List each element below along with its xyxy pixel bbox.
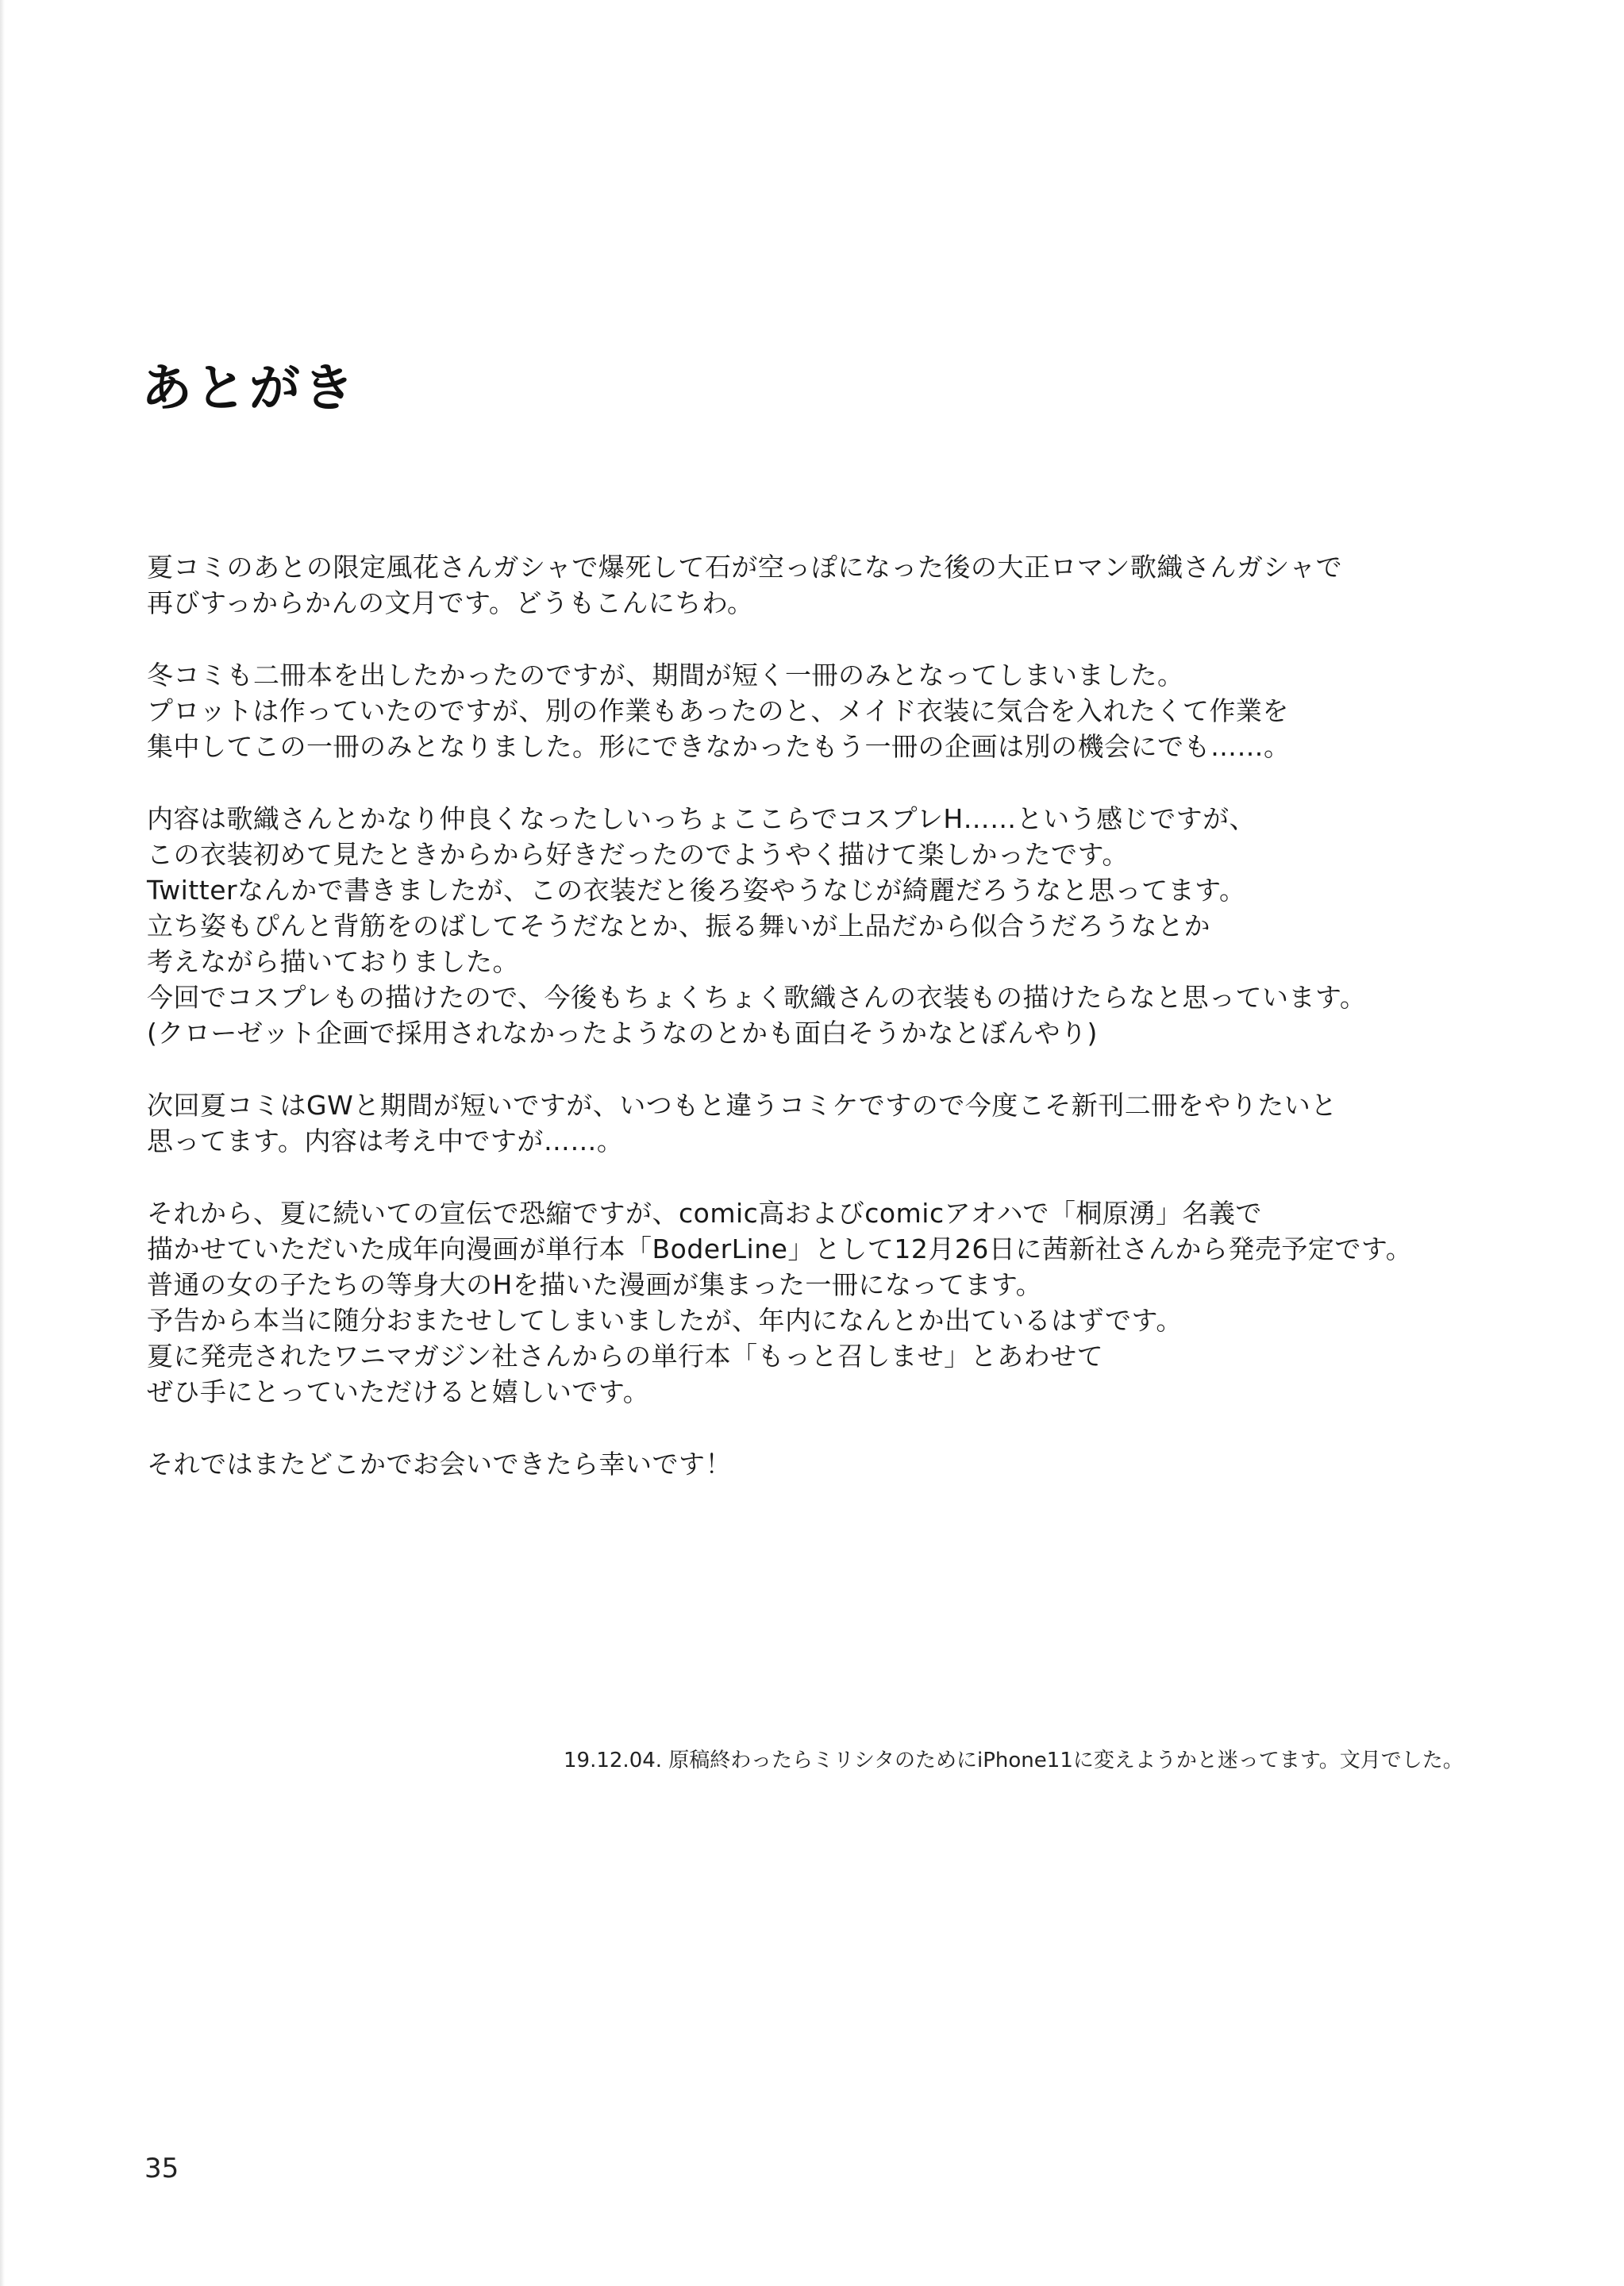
text-line: 再びすっからかんの文月です。どうもこんにちわ。 <box>147 587 754 618</box>
text-line: 普通の女の子たちの等身大のHを描いた漫画が集まった一冊になってます。 <box>147 1269 1043 1300</box>
text-line: 描かせていただいた成年向漫画が単行本「BoderLine」として12月26日に茜新社さんから発売予定です。 <box>147 1233 1413 1264</box>
paragraph-5 <box>147 1195 1480 1410</box>
afterword-body <box>147 549 1480 1518</box>
page-title: あとがき <box>141 360 357 418</box>
page-edge-shadow <box>0 0 5 2286</box>
text-line: 今回でコスプレもの描けたので、今後もちょくちょく歌織さんの衣装もの描けたらなと思っています。 <box>147 982 1367 1013</box>
text-line: それから、夏に続いての宣伝で恐縮ですが、comic高およびcomicアオハで「桐原湧」名義で <box>147 1198 1262 1229</box>
text-line: 冬コミも二冊本を出したかったのですが、期間が短く一冊のみとなってしまいました。 <box>147 660 1184 691</box>
paragraph-1 <box>147 549 1480 621</box>
text-line: プロットは作っていたのですが、別の作業もあったのと、メイド衣装に気合を入れたくて作業を <box>147 695 1289 726</box>
paragraph-4 <box>147 1087 1480 1159</box>
text-line: 夏に発売されたワニマガジン社さんからの単行本「もっと召しませ」とあわせて <box>147 1341 1104 1372</box>
text-line: 内容は歌織さんとかなり仲良くなったしいっちょここらでコスプレH……という感じですが、 <box>147 803 1256 834</box>
paragraph-2 <box>147 657 1480 764</box>
text-line: 立ち姿もぴんと背筋をのばしてそうだなとか、振る舞いが上品だから似合うだろうなとか <box>147 910 1210 941</box>
text-line: 予告から本当に随分おまたせしてしまいましたが、年内になんとか出ているはずです。 <box>147 1305 1183 1336</box>
text-line: この衣装初めて見たときからから好きだったのでようやく描けて楽しかったです。 <box>147 839 1129 870</box>
text-line: 考えながら描いておりました。 <box>147 946 519 977</box>
text-line: 夏コミのあとの限定風花さんガシャで爆死して石が空っぽになった後の大正ロマン歌織さんガシャで <box>147 552 1343 583</box>
author-signoff: 19.12.04. 原稿終わったらミリシタのためにiPhone11に変えようかと迷ってます。文月でした。 <box>564 1749 1464 1772</box>
text-line: 次回夏コミはGWと期間が短いですが、いつもと違うコミケですので今度こそ新刊二冊をやりたいと <box>147 1090 1337 1121</box>
text-line: 集中してこの一冊のみとなりました。形にできなかったもう一冊の企画は別の機会にでも……。 <box>147 731 1291 762</box>
text-line: ぜひ手にとっていただけると嬉しいです。 <box>147 1376 650 1407</box>
text-line: (クローゼット企画で採用されなかったようなのとかも面白そうかなとぼんやり) <box>147 1018 1098 1049</box>
text-line: 思ってます。内容は考え中ですが……。 <box>147 1126 624 1156</box>
text-line: それではまたどこかでお会いできたら幸いです！ <box>147 1449 732 1480</box>
page-number: 35 <box>144 2153 179 2184</box>
text-line: Twitterなんかで書きましたが、この衣装だと後ろ姿やうなじが綺麗だろうなと思ってます。 <box>147 875 1246 906</box>
paragraph-6 <box>147 1446 1480 1482</box>
paragraph-3 <box>147 801 1480 1051</box>
